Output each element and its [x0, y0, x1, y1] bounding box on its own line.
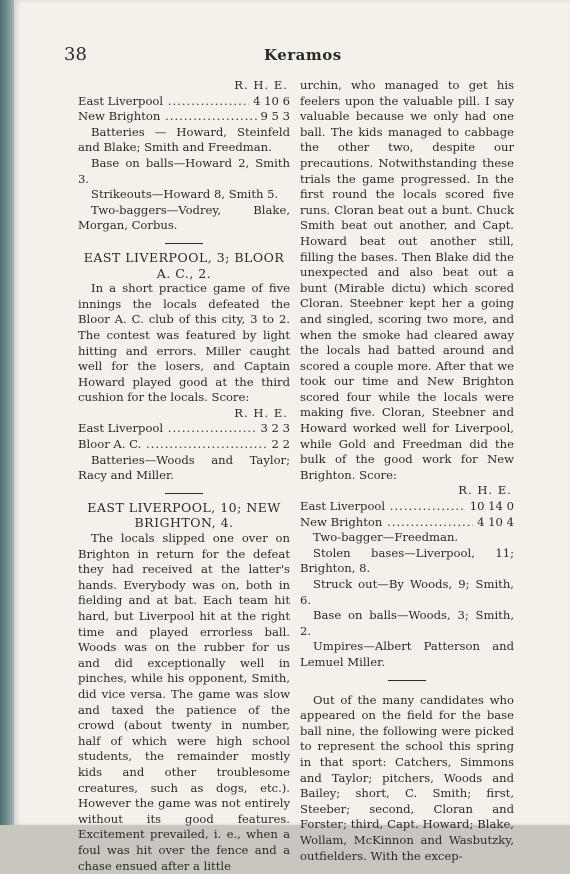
score-header: R. H. E.: [234, 405, 288, 420]
right-column: [300, 78, 514, 864]
score-header: R. H. E.: [234, 78, 288, 92]
score-row: [300, 515, 514, 531]
game-stat: Two-bagger—Freedman.: [313, 530, 459, 545]
game-stat: Umpires—Albert Patterson and Lemuel Miller.: [300, 639, 514, 669]
section-divider: [165, 493, 203, 494]
game-stat: Two-baggers—Vodrey, Blake, Morgan, Corbus.: [78, 202, 290, 233]
game-report: urchin, who managed to get his feelers upon the valuable pill. I say valuable because we only had one ball. The kids managed to cabbage the other two, despite our precautions. Notwithstanding these trials the game progressed. In the first round the locals scored five runs. Cloran beat out a bunt. Chuck Smith beat out another, and Capt. Howard beat out another still, filling the bases. Then Blake did the unexpected and also beat out a bunt (Mirable dictu) which scored Cloran. Steebner kept her a going and singled, scoring two more, and when the smoke had cleared away the locals had batted around and scored a couple more. After that we took our time and New Brighton scored four while the locals were making five. Cloran, Steebner and Howard worked well for Liverpool, while Gold and Freedman did the bulk of the good work for New Brighton. Score:: [300, 78, 514, 482]
team-score: 4 10 4: [473, 515, 514, 531]
team-score: 4 10 6: [249, 94, 290, 110]
game-stat: Batteries—Woods and Taylor; Racy and Miller.: [78, 452, 290, 483]
score-header: R. H. E.: [458, 483, 512, 498]
team-name: New Brighton .....: [300, 515, 473, 531]
page-number: 38: [64, 44, 87, 65]
team-score: 9 5 3: [257, 109, 291, 125]
team-name: East Liverpool .....: [78, 94, 249, 110]
game-heading: EAST LIVERPOOL, 3; BLOOR A. C., 2.: [83, 249, 285, 281]
team-name: East Liverpool .....: [300, 499, 466, 515]
game-report: In a short practice game of five innings the locals defeated the Bloor A. C. club of this city, 3 to 2. The contest was featured by light hitting and errors. Miller caught well for the losers, and Captain Howard played good at the third cushion for the locals. Score:: [78, 281, 290, 405]
game-heading: EAST LIVERPOOL, 10; NEW BRIGHTON, 4.: [87, 499, 281, 531]
running-title: Keramos: [264, 46, 342, 64]
team-score: 3 2 3: [257, 421, 291, 437]
book-spine-edge: [0, 0, 14, 825]
team-name: Bloor A. C. .....: [78, 437, 268, 453]
score-row: [78, 437, 290, 453]
score-row: [78, 109, 290, 125]
team-roster-paragraph: Out of the many candidates who appeared on the field for the base ball nine, the following were picked to represent the school this spring in that sport: Catchers, Simmons and Taylor; pitchers, Woods and Bailey; short, C. Smith; first, Steeber; second, Cloran and Forster; third, Capt. Howard; Blake, Wollam, McKinnon and Wasbutzky, outfielders. With the excep-: [300, 692, 514, 863]
score-row: [78, 421, 290, 437]
left-column: [78, 78, 290, 874]
score-row: [300, 499, 514, 515]
game-stat: Struck out—By Woods, 9; Smith, 6.: [300, 577, 514, 607]
team-score: 2 2: [268, 437, 290, 453]
section-divider: [388, 680, 426, 681]
team-name: New Brighton .....: [78, 109, 257, 125]
score-row: [78, 94, 290, 110]
game-stat: Batteries — Howard, Steinfeld and Blake; Smith and Freedman.: [78, 124, 290, 155]
game-stat: Stolen bases—Liverpool, 11; Brighton, 8.: [300, 545, 514, 576]
game-report: The locals slipped one over on Brighton in return for the defeat they had received at the latter's hands. Everybody was on, both in fielding and at bat. Each team hit hard, but Liverpool hit at the right time and played errorless ball. Woods was on the rubber for us and did exceptionally well in pinches, while his opponent, Smith, did vice versa. The game was slow and taxed the patience of the crowd (about twenty in number, half of which were high school students, the remainder mostly kids and other troublesome creatures, such as dogs, etc.). However the game was not entirely without its good features. Excitement prevailed, i. e., when a foul was hit over the fence and a chase ensued after a little: [78, 531, 290, 873]
team-name: East Liverpool .....: [78, 421, 257, 437]
game-stat: Base on balls—Woods, 3; Smith, 2.: [300, 608, 514, 638]
game-stat: Base on balls—Howard 2, Smith 3.: [78, 155, 290, 186]
team-score: 10 14 0: [466, 499, 514, 515]
section-divider: [165, 243, 203, 244]
game-stat: Strikeouts—Howard 8, Smith 5.: [91, 187, 279, 202]
